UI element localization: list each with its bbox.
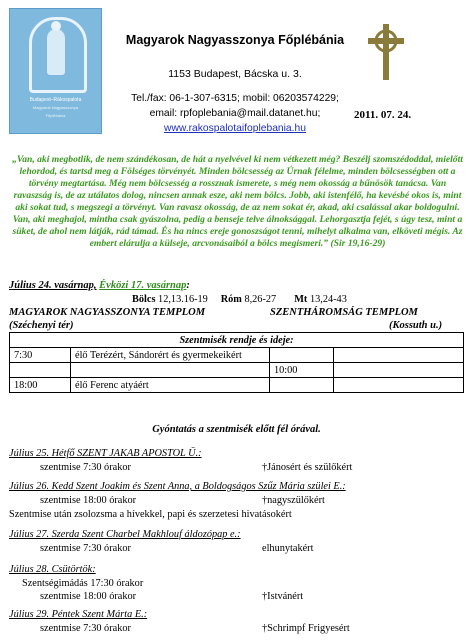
day-title-monday: Július 25. Hétfő SZENT JAKAB APOSTOL Ü.: (9, 448, 202, 459)
mass-right-time: 10:00 (270, 363, 334, 378)
day-title-thursday: Július 28. Csütörtök: (9, 564, 96, 575)
reading-2-book: Róm (220, 294, 242, 305)
day-mass-time: szentmise 18:00 órakor (40, 591, 137, 602)
reading-1-book: Bölcs (132, 294, 156, 305)
church-left-location: (Széchenyi tér) (9, 320, 74, 331)
day-mass-intention: †nagyszülőkért (262, 495, 325, 506)
mass-time (10, 363, 71, 378)
reading-1-ref: 12,13.16-19 (158, 294, 208, 305)
mass-right-intention (334, 378, 464, 393)
reading-2-ref: 8,26-27 (244, 294, 277, 305)
parish-title: Magyarok Nagyasszonya Főplébánia (125, 33, 345, 47)
church-right-name: SZENTHÁROMSÁG TEMPLOM (270, 307, 418, 318)
day-mass-intention: elhunytakért (262, 543, 314, 554)
logo-text-2: Magyarok Nagyasszonya (33, 105, 78, 110)
mass-schedule-table (9, 332, 464, 393)
mass-time: 7:30 (10, 348, 71, 363)
day-mass-intention: †Jánosért és szülőkért (262, 462, 353, 473)
day-note: Szentmise után zsolozsma a hívekkel, papi és szerzetesi hivatásokért (9, 509, 292, 520)
day-title-friday: Július 29. Péntek Szent Márta E.: (9, 609, 148, 620)
mass-intention: élő Terézért, Sándorért és gyermekeikért (71, 348, 270, 363)
confession-note: Gyóntatás a szentmisék előtt fél órával. (152, 424, 321, 435)
celtic-cross-icon (364, 22, 408, 82)
sunday-readings (132, 294, 347, 305)
table-row (10, 363, 464, 378)
table-row (10, 378, 464, 393)
mass-intention (71, 363, 270, 378)
reading-3-book: Mt (294, 294, 308, 305)
day-adoration: Szentségimádás 17:30 órakor (22, 578, 144, 589)
sunday-liturgical-name: Évközi 17. vasárnap (99, 280, 187, 291)
day-title-wednesday: Július 27. Szerda Szent Charbel Makhlouf áldozópap e.: (9, 529, 241, 540)
scripture-quote: „Van, aki megbotlik, de nem szándékosan, de hát a nyelvével ki nem vétkezett még? Beszélj szomszédoddal, mielőtt lehordod, és tartsd meg a Fölséges törvényét. Minden bölcsesség az Úrnak félelme, minden bölcsességben ott a törvény megtartása. Még nem bölcsesség a rosszнak ismerete, s még nem okosság a bűnösök tanácsa. Van ravaszság is, de az utálatos dolog, nincsen annak esze, aki nem bölcs. Jobb, aki istenfélő, ha kevésbé okos is, mint aki sokat tud, s megszegi a törvényt. Van ravasz okosság, de az nem sokat ér, akad, aki csalással akar boldogulni. Van, aki meghajol, mintha csak gyászolna, pedig a benseje telve álnoksággal. Lehorgasztja fejét, s úgy tesz, mint a süket, de ahol nem látják, rád támad. És ha nincs ereje gonoszságot tenni, mihelyt alkalma van, elköveti mégis. Az embert elárulja a külseje, arcvonásaiból a bölcs megismeri.” (Sir 19,16-29) (12, 154, 463, 249)
sunday-heading (9, 280, 190, 291)
reading-3-ref: 13,24-43 (309, 294, 347, 305)
day-mass-time: szentmise 7:30 órakor (40, 543, 131, 554)
parish-address: 1153 Budapest, Bácska u. 3. (168, 68, 302, 80)
day-mass-time: szentmise 7:30 órakor (40, 623, 131, 634)
mass-right-intention (334, 348, 464, 363)
mass-right-time (270, 378, 334, 393)
parish-email: email: rpfoplebania@mail.datanet.hu; (149, 108, 321, 119)
bulletin-date: 2011. 07. 24. (354, 109, 412, 121)
table-row (10, 348, 464, 363)
sunday-colon: : (186, 280, 190, 291)
mass-intention: élő Ferenc atyáért (71, 378, 270, 393)
parish-logo (9, 8, 102, 134)
sunday-date: Július 24. vasárnap, (9, 280, 97, 291)
mass-table-title: Szentmisék rendje és ideje: (10, 333, 464, 348)
church-right-location: (Kossuth u.) (389, 320, 443, 331)
mass-right-time (270, 348, 334, 363)
church-left-name: MAGYAROK NAGYASSZONYA TEMPLOM (9, 307, 206, 318)
day-mass-time: szentmise 18:00 órakor (40, 495, 137, 506)
logo-text-3: Főplébánia (45, 113, 66, 118)
parish-website-link[interactable]: www.rakospalotaifoplebania.hu (164, 123, 306, 134)
mass-right-intention (334, 363, 464, 378)
day-mass-intention: †Schrimpf Frigyesért (262, 623, 350, 634)
parish-phone: Tel./fax: 06-1-307-6315; mobil: 06203574229; (131, 93, 339, 104)
logo-figure (47, 29, 65, 75)
mass-table-header-row (10, 333, 464, 348)
logo-text-1: Budapest–Rákospalota (29, 97, 82, 103)
day-mass-intention: †Istvánért (262, 591, 304, 602)
mass-time: 18:00 (10, 378, 71, 393)
day-mass-time: szentmise 7:30 órakor (40, 462, 131, 473)
day-title-tuesday: Július 26. Kedd Szent Joakim és Szent Anna, a Boldogságos Szűz Mária szülei E.: (9, 481, 346, 492)
